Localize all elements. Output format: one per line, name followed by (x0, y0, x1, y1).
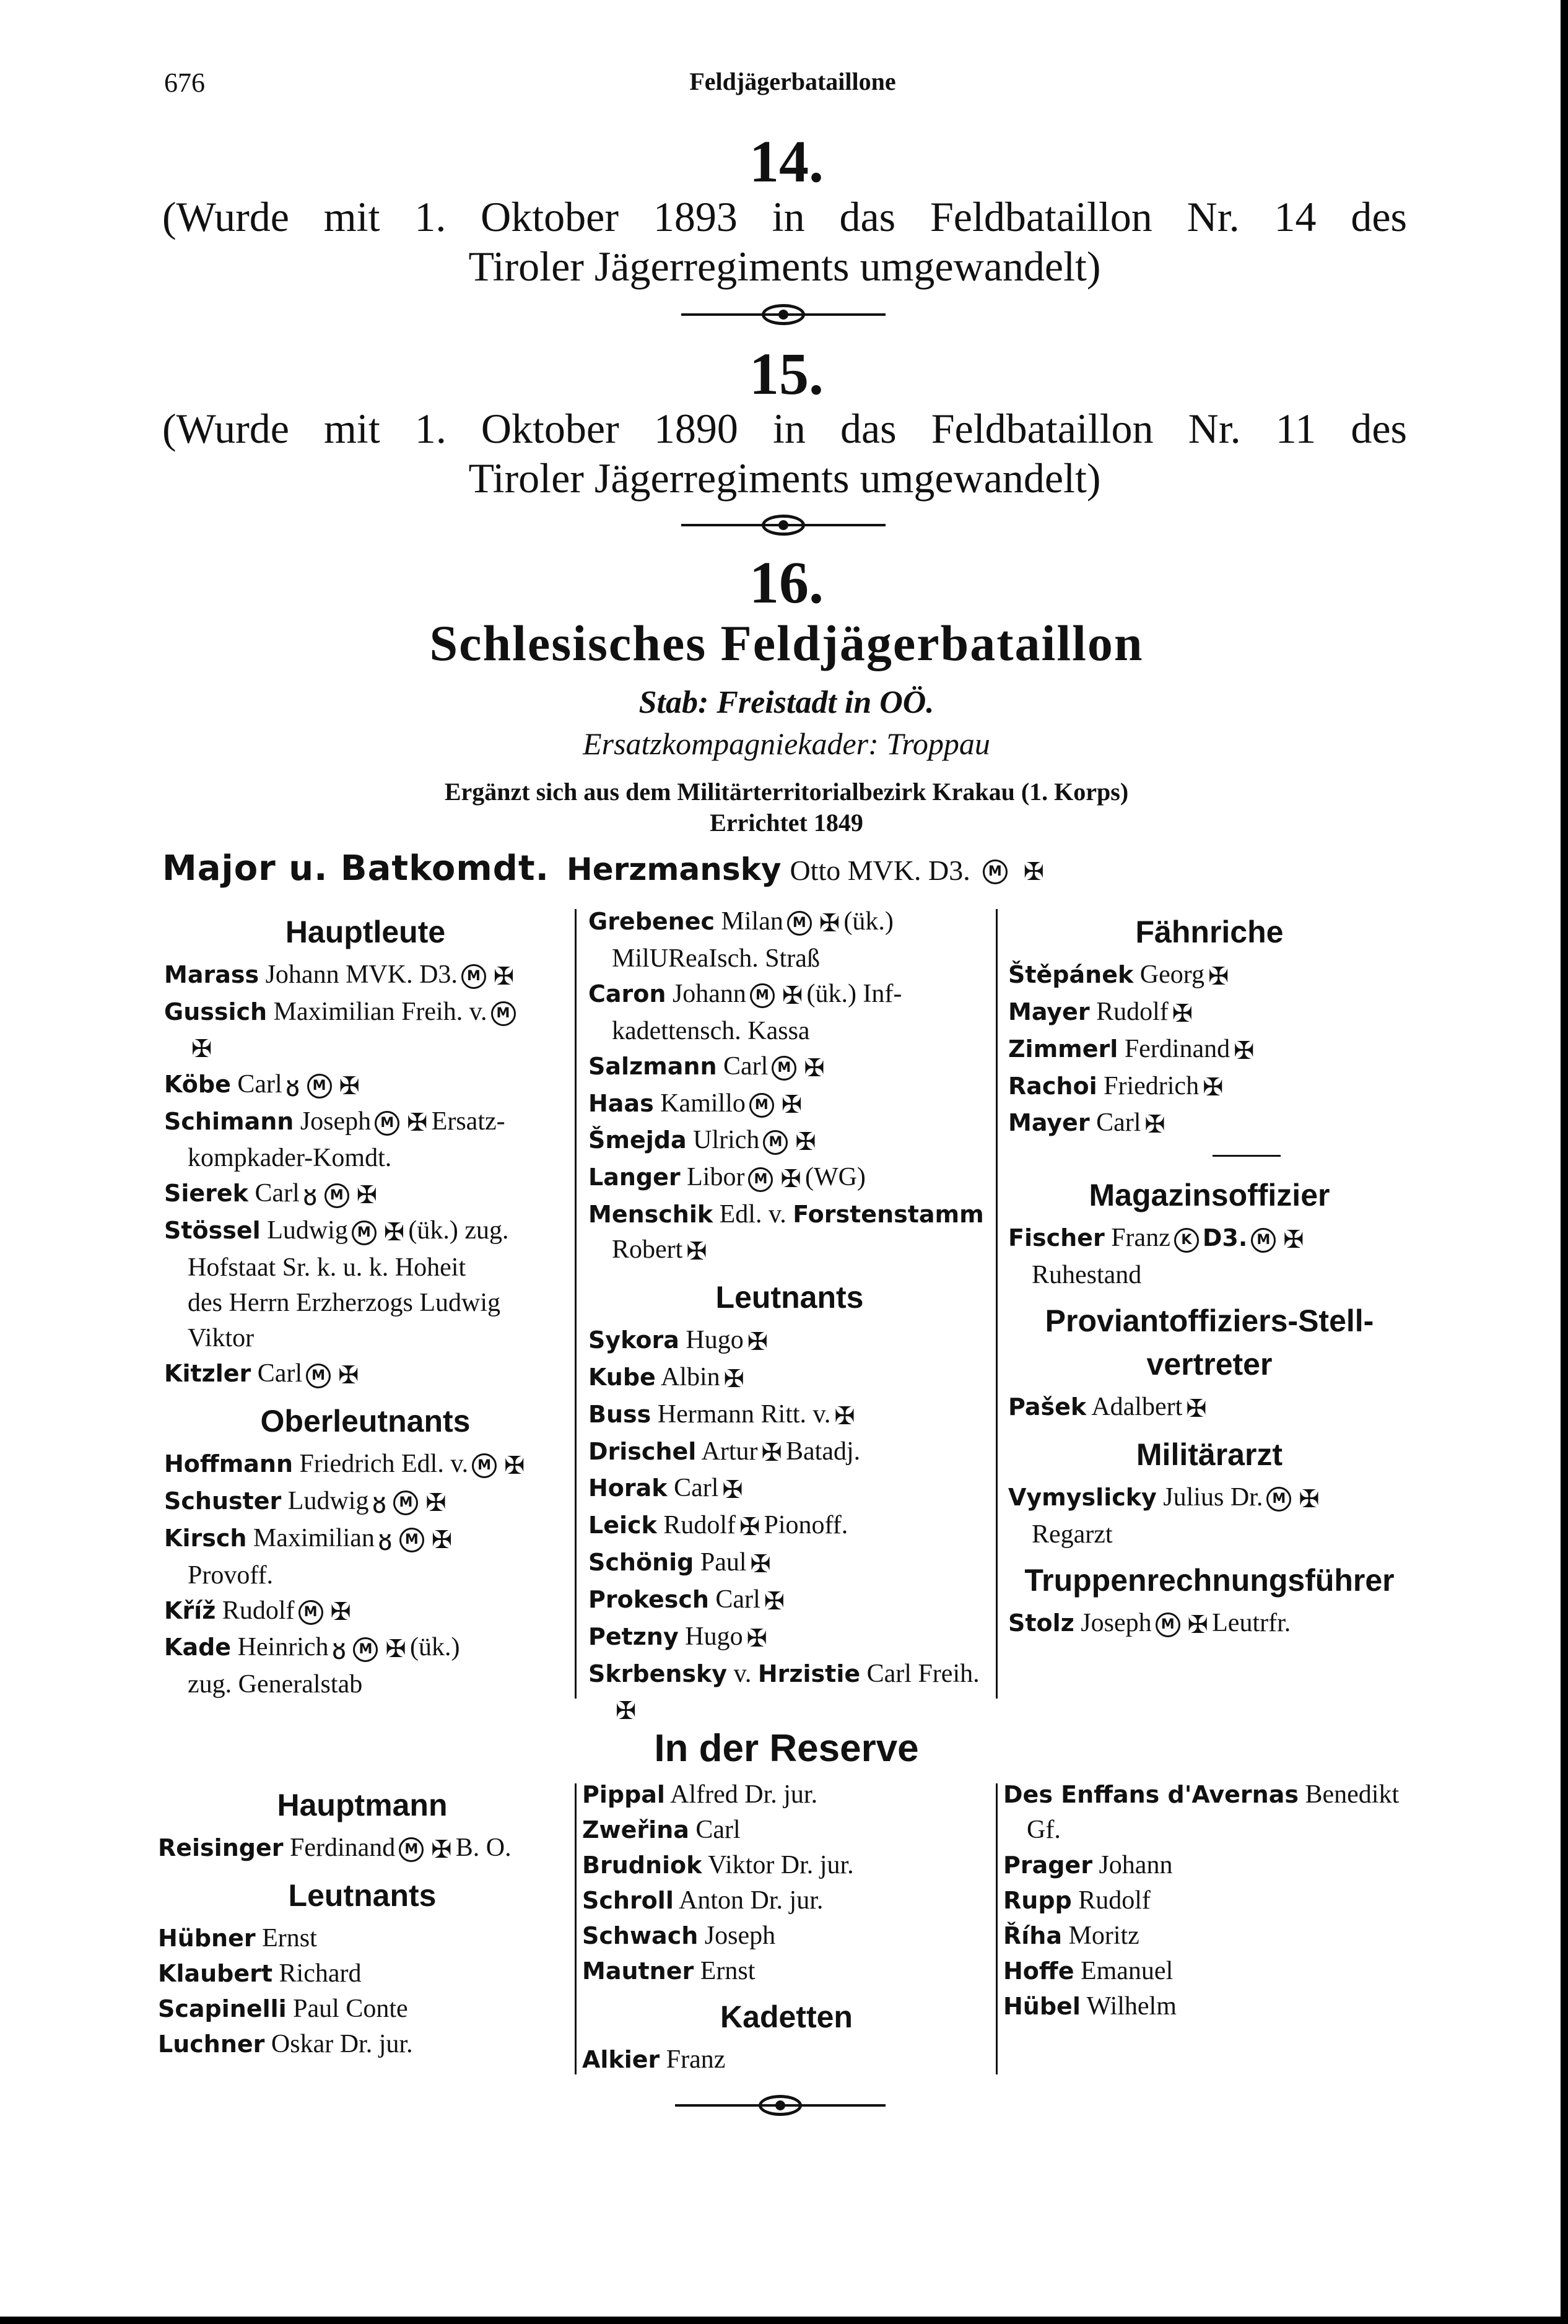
list-item-cont: Hofstaat Sr. k. u. k. Hoheit (188, 1253, 466, 1282)
list-item: Prager Johann (1003, 1851, 1173, 1879)
cross-icon: ✠ (1023, 858, 1045, 887)
cross-icon: ✠ (1299, 1484, 1320, 1513)
reserve-column-2 (582, 1777, 991, 2078)
cross-icon: ✠ (750, 1550, 772, 1579)
military-merit-icon: M (1266, 1487, 1291, 1512)
list-item: Schroll Anton Dr. jur. (582, 1886, 824, 1915)
list-item-cont: kadettensch. Kassa (612, 1016, 810, 1045)
major-name: Herzmansky (566, 851, 782, 887)
list-item: Kube Albin ✠ (588, 1360, 991, 1397)
military-merit-icon: M (1156, 1612, 1180, 1637)
military-merit-icon: M (298, 1600, 323, 1625)
section-14-line2: Tiroler Jägerregiments umgewandelt) (468, 243, 1101, 290)
reserve-column-1 (158, 1777, 567, 2062)
list-item: Leick Rudolf ✠ Pionoff. (588, 1508, 991, 1545)
running-title: Feldjägerbataillone (689, 67, 896, 95)
military-merit-icon: M (491, 1001, 516, 1026)
list-item: Horak Carl ✠ (588, 1471, 991, 1508)
medal-icon: ᴕ (303, 1178, 317, 1213)
military-merit-icon: M (749, 1093, 774, 1118)
list-item: Říha Moritz (1003, 1921, 1139, 1950)
cross-icon: ✠ (764, 1586, 785, 1616)
list-item: Schimann Joseph M ✠ Ersatz- (164, 1104, 567, 1141)
list-item: Kade Heinrich ᴕ M ✠ (ük.) (164, 1632, 460, 1667)
list-item-cont: kompkader-Komdt. (188, 1144, 392, 1173)
list-item-cont (588, 1692, 991, 1729)
column-rule (575, 1783, 577, 2074)
cross-icon: ✠ (722, 1476, 743, 1505)
list-item: Fischer Franz K D3. M ✠ (1008, 1221, 1411, 1258)
column-1 (164, 904, 567, 1702)
major-rank: Major u. Batkomdt. (162, 848, 549, 889)
list-item: Hoffe Emanuel (1003, 1957, 1174, 1985)
list-item: Luchner Oskar Dr. jur. (158, 2029, 413, 2058)
list-item: Buss Hermann Ritt. v. ✠ (588, 1397, 991, 1434)
list-item: Stolz Joseph M ✠ Leutrfr. (1008, 1606, 1411, 1643)
heading-hauptleute: Hauptleute (285, 915, 446, 949)
list-item: Mayer Rudolf ✠ (1008, 994, 1411, 1032)
military-merit-icon: M (375, 1111, 399, 1136)
military-merit-icon: M (307, 1074, 332, 1099)
section-16-number: 16. (749, 549, 824, 616)
military-merit-icon: M (353, 1637, 378, 1662)
medal-icon: ᴕ (372, 1485, 386, 1520)
section-15-number: 15. (749, 341, 824, 407)
cross-icon: ✠ (834, 1401, 855, 1430)
military-merit-icon: M (763, 1130, 788, 1155)
medal-icon: ᴕ (378, 1522, 392, 1557)
cross-icon: ✠ (761, 1438, 782, 1468)
list-item: Mayer Carl ✠ (1008, 1105, 1411, 1142)
cross-icon: ✠ (1203, 1073, 1224, 1102)
cross-icon: ✠ (356, 1181, 378, 1210)
ornament-divider (681, 302, 886, 327)
list-item: Petzny Hugo ✠ (588, 1619, 991, 1656)
section-15-line1: (Wurde mit 1. Oktober 1890 in das Feldbataillon Nr. 11 des (162, 405, 1407, 452)
cross-icon: ✠ (782, 981, 803, 1010)
cross-icon: ✠ (425, 1488, 446, 1517)
major-rest: Otto MVK. D3. (790, 855, 970, 886)
heading-hauptmann: Hauptmann (277, 1788, 448, 1822)
cross-icon: ✠ (747, 1327, 769, 1356)
cross-icon: ✠ (407, 1108, 428, 1138)
cross-icon: ✠ (191, 1034, 212, 1063)
military-merit-icon: M (352, 1221, 377, 1245)
list-item-cont: MilUReaIsch. Straß (612, 944, 820, 973)
cross-icon: ✠ (1172, 999, 1193, 1028)
list-item-cont: Viktor (188, 1324, 255, 1353)
ersatz-line: Ersatzkompagniekader: Troppau (583, 726, 990, 761)
cross-icon: ✠ (431, 1835, 452, 1864)
list-item: Skrbensky v. Hrzistie Carl Freih. (588, 1659, 980, 1688)
list-item: Kirsch Maximilian ᴕ M ✠ (164, 1522, 453, 1557)
list-item: Hübel Wilhelm (1003, 1992, 1177, 2021)
list-item-cont: zug. Generalstab (188, 1670, 363, 1699)
heading-leutnants: Leutnants (715, 1280, 864, 1315)
ornament-divider-end (675, 2093, 886, 2118)
errichtet-line: Errichtet 1849 (710, 809, 863, 837)
list-item-cont: Gf. (1027, 1816, 1061, 1844)
cross-icon: ✠ (338, 1361, 359, 1390)
list-item: Brudniok Viktor Dr. jur. (582, 1851, 854, 1879)
cross-icon: ✠ (780, 1165, 801, 1194)
short-rule-wrap (1008, 1142, 1411, 1167)
heading-proviant-2: vertreter (1146, 1347, 1273, 1382)
military-merit-icon: M (772, 1056, 796, 1081)
stab-line: Stab: Freistadt in OÖ. (638, 685, 934, 720)
list-item: Prokesch Carl ✠ (588, 1582, 991, 1619)
heading-leutnants: Leutnants (288, 1878, 437, 1913)
list-item: Haas Kamillo M ✠ (588, 1086, 991, 1123)
cross-icon: ✠ (339, 1071, 360, 1100)
list-item: Vymyslicky Julius Dr. M ✠ (1008, 1480, 1411, 1517)
list-item: Stössel Ludwig M ✠ (ük.) zug. (164, 1213, 567, 1250)
list-item: Gussich Maximilian Freih. v. M (164, 994, 567, 1030)
section-14-number: 14. (749, 128, 824, 194)
column-rule (575, 909, 577, 1699)
section-16-title: Schlesisches Feldjägerbataillon (429, 615, 1144, 671)
heading-proviant-1: Proviantoffiziers-Stell- (1045, 1303, 1374, 1339)
list-item: Zimmerl Ferdinand ✠ (1008, 1032, 1411, 1069)
list-item: Schuster Ludwig ᴕ M ✠ (164, 1485, 446, 1520)
military-merit-icon: M (324, 1183, 349, 1208)
cross-icon: ✠ (385, 1635, 406, 1664)
military-merit-icon: M (461, 964, 486, 989)
list-item: Menschik Edl. v. Forstenstamm (588, 1200, 984, 1229)
military-merit-icon: M (787, 911, 812, 936)
heading-kadetten: Kadetten (720, 2000, 853, 2034)
list-item: Drischel Artur ✠ Batadj. (588, 1434, 991, 1471)
list-item: Langer Libor M ✠ (WG) (588, 1160, 991, 1197)
list-item: Sykora Hugo ✠ (588, 1323, 991, 1360)
cross-icon: ✠ (739, 1513, 760, 1542)
list-item-cont (164, 1030, 567, 1067)
list-item-cont: des Herrn Erzherzogs Ludwig (188, 1289, 500, 1318)
medal-icon: ᴕ (332, 1632, 346, 1667)
list-item: Šmejda Ulrich M ✠ (588, 1123, 991, 1160)
heading-oberleutnants: Oberleutnants (260, 1404, 471, 1439)
cross-icon: ✠ (723, 1364, 745, 1393)
list-item: Rupp Rudolf (1003, 1886, 1151, 1915)
cross-icon: ✠ (804, 1053, 825, 1082)
heading-militaerarzt: Militärarzt (1136, 1437, 1283, 1473)
military-merit-icon: M (306, 1364, 331, 1388)
list-item: Rachoi Friedrich ✠ (1008, 1069, 1411, 1106)
list-item: Pašek Adalbert ✠ (1008, 1390, 1411, 1427)
cross-icon: ✠ (1208, 962, 1229, 991)
list-item: Schwach Joseph (582, 1921, 776, 1950)
column-3 (1008, 904, 1411, 1643)
list-item: Grebenec Milan M ✠ (ük.) (588, 904, 991, 941)
list-item: Hoffmann Friedrich Edl. v. M ✠ (164, 1447, 567, 1484)
heading-truppenrechnungsfuehrer: Truppenrechnungsführer (1024, 1562, 1395, 1598)
military-merit-icon: M (393, 1491, 418, 1515)
cross-icon: ✠ (1187, 1610, 1209, 1639)
major-line (162, 848, 1048, 889)
list-item: Caron Johann M ✠ (ük.) Inf- (588, 977, 991, 1014)
cross-icon: ✠ (686, 1237, 707, 1266)
military-merit-icon: M (983, 860, 1008, 884)
column-rule (996, 1783, 998, 2074)
list-item: Štěpánek Georg ✠ (1008, 957, 1411, 994)
ornament-divider (681, 513, 886, 537)
list-item: Scapinelli Paul Conte (158, 1994, 408, 2023)
list-item-cont: Provoff. (188, 1560, 274, 1590)
list-item: Köbe Carl ᴕ M ✠ (164, 1068, 360, 1103)
cross-icon: ✠ (746, 1624, 768, 1653)
list-item: Kříž Rudolf M ✠ (164, 1593, 567, 1630)
ergaenzt-line: Ergänzt sich aus dem Militärterritorialbezirk Krakau (1. Korps) (444, 778, 1129, 806)
list-item: Sierek Carl ᴕ M ✠ (164, 1178, 378, 1213)
medal-icon: ᴕ (285, 1068, 300, 1103)
list-item-cont: Ruhestand (1032, 1261, 1142, 1290)
cross-icon: ✠ (1186, 1395, 1207, 1424)
page-number: 676 (164, 67, 205, 98)
cross-icon: ✠ (795, 1128, 816, 1157)
list-item: Zweřina Carl (582, 1816, 741, 1844)
list-item: Salzmann Carl M ✠ (588, 1049, 991, 1086)
cross-icon: ✠ (330, 1598, 352, 1627)
cross-icon: ✠ (493, 962, 515, 991)
list-item: Schönig Paul ✠ (588, 1545, 991, 1582)
cross-icon: ✠ (1283, 1225, 1304, 1255)
military-merit-icon: M (399, 1528, 424, 1552)
heading-magazinsoffizier: Magazinsoffizier (1089, 1178, 1330, 1213)
section-14-note (162, 192, 1407, 291)
military-merit-icon: M (399, 1837, 424, 1862)
reserve-title: In der Reserve (654, 1727, 919, 1770)
column-2 (588, 904, 991, 1729)
list-item: Hübner Ernst (158, 1923, 317, 1952)
list-item: Kitzler Carl M ✠ (164, 1356, 567, 1393)
list-item: Mautner Ernst (582, 1957, 756, 1985)
k-icon: K (1174, 1228, 1199, 1253)
list-item: Pippal Alfred Dr. jur. (582, 1780, 818, 1809)
section-15-line2: Tiroler Jägerregiments umgewandelt) (468, 455, 1101, 502)
cross-icon: ✠ (819, 908, 840, 938)
military-merit-icon: M (750, 983, 775, 1008)
list-item: Klaubert Richard (158, 1959, 362, 1988)
list-item: Alkier Franz (582, 2045, 726, 2074)
list-item: Reisinger Ferdinand M ✠ B. O. (158, 1830, 567, 1868)
cross-icon: ✠ (383, 1218, 405, 1247)
military-merit-icon: M (1251, 1228, 1276, 1253)
reserve-column-3 (1003, 1777, 1415, 2024)
cross-icon: ✠ (1234, 1036, 1255, 1065)
section-14-line1: (Wurde mit 1. Oktober 1893 in das Feldbataillon Nr. 14 des (162, 193, 1407, 240)
section-15-note (162, 404, 1407, 503)
heading-faehnriche: Fähnriche (1135, 915, 1284, 949)
cross-icon: ✠ (431, 1525, 453, 1554)
column-rule (996, 909, 998, 1699)
cross-icon: ✠ (781, 1090, 803, 1120)
list-item: Marass Johann MVK. D3. M ✠ (164, 957, 567, 994)
military-merit-icon: M (472, 1453, 497, 1478)
cross-icon: ✠ (504, 1451, 525, 1480)
cross-icon: ✠ (1144, 1110, 1165, 1139)
list-item-cont: Robert ✠ (588, 1232, 991, 1269)
list-item-cont: Regarzt (1032, 1520, 1113, 1549)
list-item: Des Enffans d'Avernas Benedikt (1003, 1780, 1400, 1809)
military-merit-icon: M (748, 1167, 773, 1192)
cross-icon: ✠ (616, 1696, 637, 1725)
